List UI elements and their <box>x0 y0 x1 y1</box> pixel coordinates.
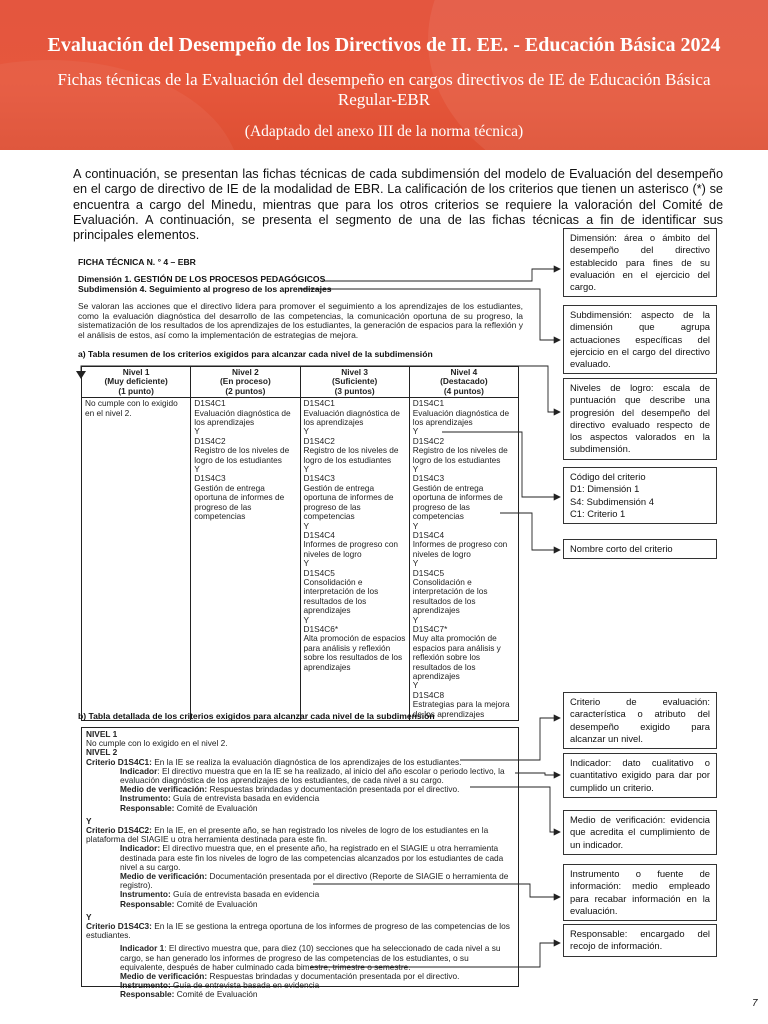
criterion-text: En la IE, en el presente año, se han registrado los niveles de logro de los estudiantes en la plataforma del SIAGIE u otra herramienta destinada para este fin. <box>86 825 489 845</box>
criterion-label: Criterio D1S4C1: <box>86 756 152 767</box>
indicator-label: Indicador 1 <box>120 943 165 954</box>
indicator-text: : El directivo muestra que, para diez (10) secciones que ha seleccionado de cada nivel a su cargo, se han generado los informes de progreso de las competencias de los estudiantes, o su equivalente, después de haber culminado cada bimestre, trimestre o semestre. <box>120 943 501 972</box>
connector-indicador <box>515 773 560 775</box>
callout-nombre-corto: Nombre corto del criterio <box>563 539 717 559</box>
criterion-label: Criterio D1S4C2: <box>86 825 152 836</box>
ficha-title: FICHA TÉCNICA N. ° 4 – EBR <box>78 257 196 267</box>
indicator-label: Indicador: <box>120 843 161 854</box>
callout-dimension: Dimensión: área o ámbito del desempeño del directivo establecido para fines de su evaluación en el ejercicio del cargo. <box>563 228 717 297</box>
criterion-text: En la IE se gestiona la entrega oportuna de los informes de progreso de las competencias de los estudiantes. <box>86 921 510 941</box>
callout-indicador: Indicador: dato cualitativo o cuantitativo exigido para dar por cumplido un criterio. <box>563 753 717 798</box>
ficha-description: Se valoran las acciones que el directivo lidera para promover el seguimiento a los aprendizajes de los estudiantes, como la evaluación diagnóstica del desarrollo de las competencias, la comunicación oportuna de su progreso, la sistematización de los resultados de los aprendizajes de los estudiantes, la generación de espacios para la reflexión y el análisis de estos, así como la implementación de estrategias de mejora. <box>78 301 523 340</box>
section-b-heading: b) Tabla detallada de los criterios exigidos para alcanzar cada nivel de la subdimensión <box>78 711 435 721</box>
callout-criterio: Criterio de evaluación: característica o atributo del desempeño exigido para alcanzar un nivel. <box>563 692 717 749</box>
indicator-label: Indicador <box>120 765 158 776</box>
ficha-subdimension: Subdimensión 4. Seguimiento al progreso de los aprendizajes <box>78 284 332 294</box>
level-label: (Suficiente) <box>332 376 378 387</box>
level-label: (Destacado) <box>440 376 488 387</box>
level-cell <box>300 398 409 721</box>
level-criteria: D1S4C1 Evaluación diagnóstica de los aprendizajes Y D1S4C2 Registro de los niveles de logro de los estudiantes Y D1S4C3 Gestión de entrega oportuna de informes de progreso de las competencias <box>194 398 291 522</box>
medio-text: Documentación presentada por el directivo (Reporte de SIAGIE o herramienta de registro). <box>120 871 509 891</box>
levels-content-row <box>82 398 519 721</box>
level-criteria: D1S4C1 Evaluación diagnóstica de los aprendizajes Y D1S4C2 Registro de los niveles de logro de los estudiantes Y D1S4C3 Gestión de entrega oportuna de informes de progreso de las competencias Y D1S4C4 Informes de progreso con niveles de logro Y D1S4C5 Consolidación e interpretación de los resultados de los aprendizajes Y D1S4C7* Muy alta promoción de espacios para análisis y reflexión sobre los resultados de los aprendizajes Y D1S4C8 Estrategias para la mejora de los aprendizajes <box>412 398 510 719</box>
level-points: (4 puntos) <box>443 385 484 396</box>
connector-y: Y <box>86 911 92 922</box>
level-points: (1 punto) <box>118 385 154 396</box>
level-header <box>191 367 300 398</box>
callout-subdimension: Subdimensión: aspecto de la dimensión que agrupa actuaciones específicas del ejercicio en el cargo del directivo evaluado. <box>563 305 717 374</box>
medio-text: Respuestas brindadas y documentación presentada por el directivo. <box>209 971 460 982</box>
level-cell <box>191 398 300 721</box>
level-points: (3 puntos) <box>334 385 375 396</box>
responsable-text: Comité de Evaluación <box>176 802 258 813</box>
callout-codigo: Código del criterio D1: Dimensión 1 S4: Subdimensión 4 C1: Criterio 1 <box>563 467 717 524</box>
level-name: Nivel 2 <box>231 367 259 377</box>
intro-paragraph: A continuación, se presentan las fichas técnicas de cada subdimensión del modelo de Evaluación del desempeño en el cargo de directivo de IE de la modalidad de EBR. La calificación de los criterios que tienen un asterisco (*) se encuentra a cargo del Minedu, mientras que para los otros criterios se requiere la valoración del Comité de Evaluación. A continuación, se presenta el segmento de una de las fichas técnicas a fin de identificar sus principales elementos. <box>73 167 723 243</box>
ficha-dimension: Dimensión 1. GESTIÓN DE LOS PROCESOS PEDAGÓGICOS <box>78 274 326 284</box>
responsable-label: Responsable: <box>120 989 175 1000</box>
nivel1-heading: NIVEL 1 <box>86 729 118 739</box>
level-label: (En proceso) <box>220 376 271 387</box>
nivel2-heading: NIVEL 2 <box>86 747 118 758</box>
medio-label: Medio de verificación: <box>120 871 208 882</box>
level-header <box>82 367 191 398</box>
instrumento-label: Instrumento: <box>120 793 171 804</box>
levels-header-row <box>82 367 519 398</box>
level-cell <box>409 398 518 721</box>
instrumento-text: Guía de entrevista basada en evidencia <box>173 793 320 804</box>
medio-text: Respuestas brindadas y documentación presentada por el directivo. <box>209 784 460 795</box>
callout-niveles: Niveles de logro: escala de puntuación que describe una progresión del desempeño del directivo evaluado respecto de los aspectos valorados en la subdimensión. <box>563 378 717 460</box>
level-name: Nivel 4 <box>450 367 478 377</box>
page-number: 7 <box>752 998 758 1009</box>
indicator-text: : El directivo muestra que en la IE se ha realizado, al inicio del año escolar o periodo lectivo, la evaluación diagnóstica de los aprendizajes de los estudiantes, de cada nivel a su cargo. <box>120 765 505 786</box>
nivel1-text: No cumple con lo exigido en el nivel 2. <box>86 738 228 749</box>
page-note: (Adaptado del anexo III de la norma técnica) <box>244 123 524 140</box>
detailed-criteria-box <box>81 727 519 1000</box>
level-name: Nivel 3 <box>341 367 368 377</box>
indicator-text: El directivo muestra que, en el presente año, ha registrado en el SIAGIE u otra herramienta destinada para este fin los niveles de logro de las competencias alcanzados por los estudiantes de cada nivel a su cargo. <box>120 843 504 872</box>
instrumento-text: Guía de entrevista basada en evidencia <box>173 980 320 991</box>
header-banner <box>0 0 768 150</box>
instrumento-label: Instrumento: <box>120 980 171 991</box>
level-criteria: D1S4C1 Evaluación diagnóstica de los aprendizajes Y D1S4C2 Registro de los niveles de logro de los estudiantes Y D1S4C3 Gestión de entrega oportuna de informes de progreso de las competencias Y D1S4C4 Informes de progreso con niveles de logro Y D1S4C5 Consolidación e interpretación de los resultados de los aprendizajes Y D1S4C6* Alta promoción de espacios para análisis y reflexión sobre los resultados de los aprendizajes <box>303 398 406 672</box>
connector-y: Y <box>86 815 92 826</box>
callout-responsable: Responsable: encargado del recojo de información. <box>563 924 717 957</box>
level-points: (2 puntos) <box>225 385 266 396</box>
levels-summary-table <box>81 366 519 721</box>
criterion-text: En la IE se realiza la evaluación diagnóstica de los aprendizajes de los estudiantes. <box>154 756 462 767</box>
responsable-text: Comité de Evaluación <box>176 989 258 1000</box>
responsable-label: Responsable: <box>120 898 175 909</box>
level-cell <box>82 398 191 721</box>
page-subtitle: Fichas técnicas de la Evaluación del desempeño en cargos directivos de IE de Educación Básica Regular-EBR <box>57 70 711 109</box>
connector-dimension <box>322 269 560 281</box>
callout-medio: Medio de verificación: evidencia que acredita el cumplimiento de un indicador. <box>563 810 717 855</box>
page-title: Evaluación del Desempeño de los Directivos de II. EE. - Educación Básica 2024 <box>47 34 721 56</box>
medio-label: Medio de verificación: <box>120 784 208 795</box>
level-label: (Muy deficiente) <box>104 376 168 387</box>
criterion-label: Criterio D1S4C3: <box>86 921 152 932</box>
level-header <box>409 367 518 398</box>
responsable-text: Comité de Evaluación <box>176 898 258 909</box>
instrumento-label: Instrumento: <box>120 889 171 900</box>
responsable-label: Responsable: <box>120 802 175 813</box>
level-criteria: No cumple con lo exigido en el nivel 2. <box>85 398 178 418</box>
section-a-heading: a) Tabla resumen de los criterios exigidos para alcanzar cada nivel de la subdimensión <box>78 349 433 359</box>
medio-label: Medio de verificación: <box>120 971 208 982</box>
instrumento-text: Guía de entrevista basada en evidencia <box>173 889 320 900</box>
level-name: Nivel 1 <box>122 367 150 377</box>
callout-instrumento: Instrumento o fuente de información: medio empleado para recabar información en la evaluación. <box>563 864 717 921</box>
level-header <box>300 367 409 398</box>
